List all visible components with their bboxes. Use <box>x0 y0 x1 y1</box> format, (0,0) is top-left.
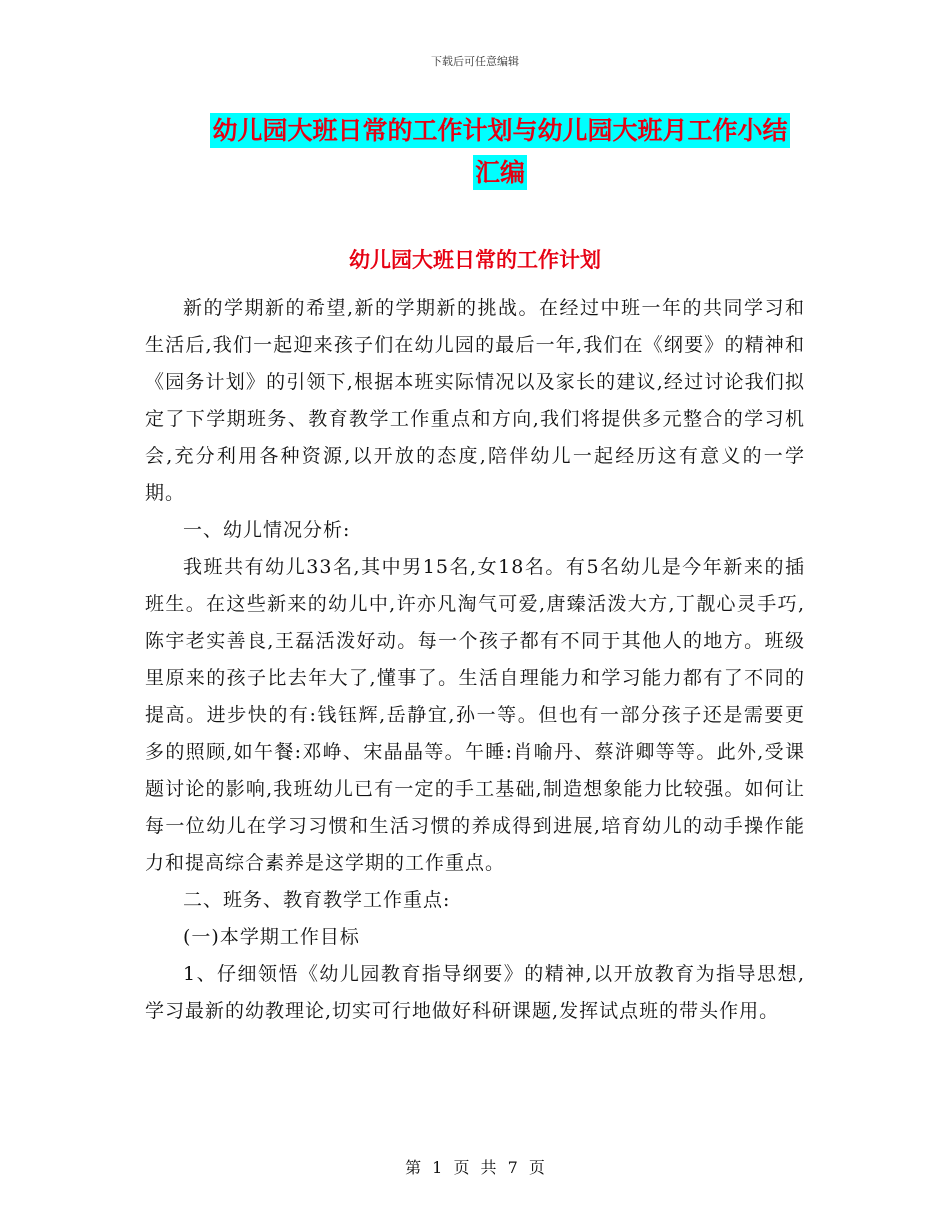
paragraph-intro: 新的学期新的希望,新的学期新的挑战。在经过中班一年的共同学习和生活后,我们一起迎来孩子们在幼儿园的最后一年,我们在《纲要》的精神和《园务计划》的引领下,根据本班实际情况以及家长的建议,经过讨论我们拟定了下学期班务、教育教学工作重点和方向,我们将提供多元整合的学习机会,充分利用各种资源,以开放的态度,陪伴幼儿一起经历这有意义的一学期。 <box>145 297 805 504</box>
page-number: 第 1 页 共 7 页 <box>405 1158 545 1177</box>
document-body <box>145 290 805 1030</box>
paragraph-goal-1: 1、仔细领悟《幼儿园教育指导纲要》的精神,以开放教育为指导思想,学习最新的幼教理论,切实可行地做好科研课题,发挥试点班的带头作用。 <box>145 963 805 1022</box>
title-line-1: 幼儿园大班日常的工作计划与幼儿园大班月工作小结 <box>210 113 789 148</box>
section-title: 幼儿园大班日常的工作计划 <box>349 248 601 272</box>
paragraph-child-analysis: 我班共有幼儿33名,其中男15名,女18名。有5名幼儿是今年新来的插班生。在这些新来的幼儿中,许亦凡淘气可爱,唐臻活泼大方,丁靓心灵手巧,陈宇老实善良,王磊活泼好动。每一个孩子都有不同于其他人的地方。班级里原来的孩子比去年大了,懂事了。生活自理能力和学习能力都有了不同的提高。进步快的有:钱钰辉,岳静宜,孙一等。但也有一部分孩子还是需要更多的照顾,如午餐:邓峥、宋晶晶等。午睡:肖喻丹、蔡浒卿等等。此外,受课题讨论的影响,我班幼儿已有一定的手工基础,制造想象能力比较强。如何让每一位幼儿在学习习惯和生活习惯的养成得到进展,培育幼儿的动手操作能力和提高综合素养是这学期的工作重点。 <box>145 556 805 874</box>
heading-work-focus: 二、班务、教育教学工作重点: <box>183 889 451 911</box>
subheading-goals: (一)本学期工作目标 <box>183 926 360 948</box>
document-title <box>140 110 860 194</box>
heading-child-analysis: 一、幼儿情况分析: <box>183 519 351 541</box>
header-note: 下载后可任意编辑 <box>431 55 519 68</box>
title-line-2: 汇编 <box>473 155 527 190</box>
